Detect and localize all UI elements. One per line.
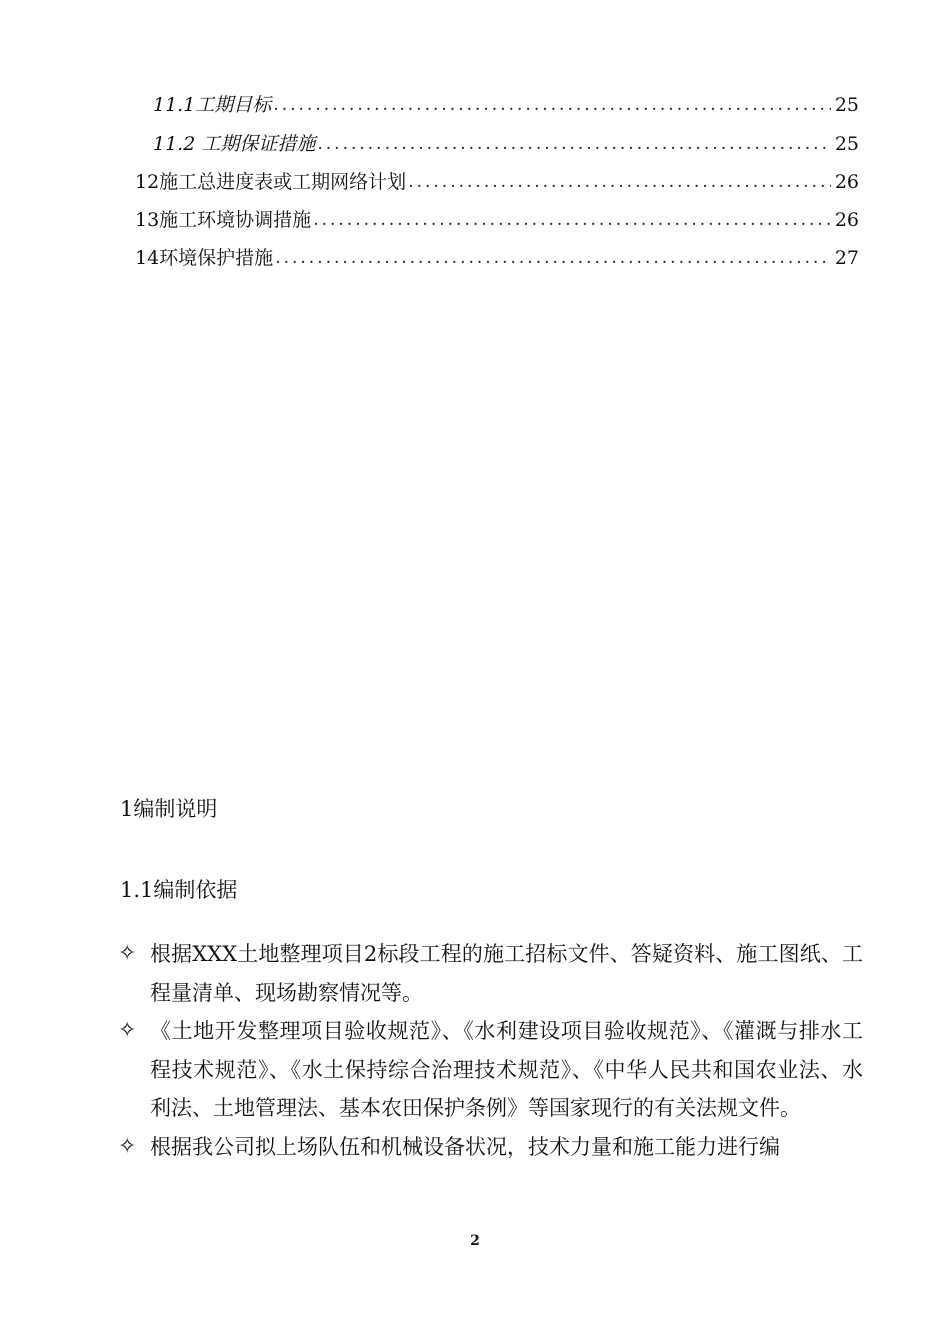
toc-entry-title: 12施工总进度表或工期网络计划 [135, 171, 407, 193]
toc-leader-dots [273, 93, 831, 117]
diamond-bullet-icon: ✧ [118, 1018, 137, 1043]
toc-entry-page: 26 [834, 171, 859, 193]
toc-entry-page: 27 [834, 247, 859, 269]
toc-entry[interactable] [135, 208, 859, 232]
toc-entry-page: 26 [834, 209, 859, 231]
toc-entry[interactable] [135, 246, 859, 270]
toc-entry[interactable] [153, 93, 859, 117]
section-title: 1编制说明 [120, 797, 218, 821]
diamond-bullet-icon: ✧ [118, 1133, 137, 1159]
basis-list [118, 935, 863, 1166]
toc-entry-page: 25 [834, 94, 859, 116]
list-item-text: 根据我公司拟上场队伍和机械设备状况，技术力量和施工能力进行编 [150, 1134, 780, 1159]
toc-entry-title: 13施工环境协调措施 [135, 209, 312, 231]
toc-leader-dots [408, 170, 831, 194]
list-item [118, 1012, 863, 1128]
list-item [118, 935, 863, 1012]
list-item [118, 1128, 863, 1167]
page-number: 2 [470, 1233, 480, 1249]
toc-entry-title: 14环境保护措施 [135, 247, 274, 269]
toc-entry-title: 11.1工期目标 [153, 94, 272, 116]
list-item-text: 根据XXX土地整理项目2标段工程的施工招标文件、答疑资料、施工图纸、工程量清单、现场勘察情况等。 [150, 942, 863, 1005]
diamond-bullet-icon: ✧ [118, 941, 137, 966]
toc-leader-dots [317, 132, 830, 156]
toc-entry[interactable] [153, 132, 859, 156]
toc-entry-page: 25 [834, 133, 859, 155]
toc-leader-dots [275, 246, 831, 270]
toc-entry[interactable] [135, 170, 859, 194]
list-item-text: 《土地开发整理项目验收规范》、《水利建设项目验收规范》、《灌溉与排水工程技术规范》、《水土保持综合治理技术规范》、《中华人民共和国农业法、水利法、土地管理法、基本农田保护条例》等国家现行的有关法规文件。 [150, 1019, 863, 1120]
subsection-title: 1.1编制依据 [120, 878, 238, 902]
toc-leader-dots [313, 208, 831, 232]
toc-entry-title: 11.2 工期保证措施 [153, 133, 316, 155]
